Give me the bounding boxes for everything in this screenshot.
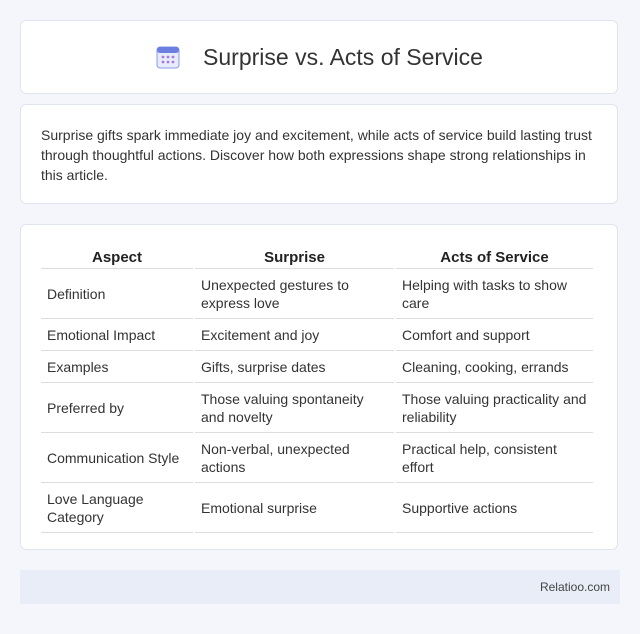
table-cell: Emotional Impact: [41, 319, 193, 351]
table-header-row: [41, 245, 593, 269]
table-cell: Those valuing spontaneity and novelty: [195, 383, 394, 433]
comparison-card: [20, 224, 618, 550]
table-cell: Non-verbal, unexpected actions: [195, 433, 394, 483]
table-cell: Emotional surprise: [195, 483, 394, 533]
intro-text: Surprise gifts spark immediate joy and excitement, while acts of service build lasting trust through thoughtful actions. Discover how both expressions shape strong relationships in this article.: [41, 127, 592, 183]
table-row: [41, 433, 593, 483]
table-cell: Those valuing practicality and reliability: [396, 383, 593, 433]
title-card: [20, 20, 618, 94]
comparison-table: [39, 245, 595, 533]
intro-card: [20, 104, 618, 204]
column-header: Surprise: [195, 245, 394, 269]
table-row: [41, 383, 593, 433]
calendar-icon: [155, 44, 181, 70]
table-cell: Comfort and support: [396, 319, 593, 351]
table-cell: Communication Style: [41, 433, 193, 483]
table-row: [41, 319, 593, 351]
footer: [20, 570, 620, 604]
table-cell: Supportive actions: [396, 483, 593, 533]
table-cell: Practical help, consistent effort: [396, 433, 593, 483]
table-cell: Love Language Category: [41, 483, 193, 533]
table-cell: Cleaning, cooking, errands: [396, 351, 593, 383]
table-row: [41, 269, 593, 319]
page-title: Surprise vs. Acts of Service: [203, 43, 483, 70]
table-cell: Gifts, surprise dates: [195, 351, 394, 383]
table-cell: Helping with tasks to show care: [396, 269, 593, 319]
table-cell: Unexpected gestures to express love: [195, 269, 394, 319]
footer-brand[interactable]: Relatioo.com: [539, 580, 610, 594]
table-row: [41, 351, 593, 383]
table-cell: Preferred by: [41, 383, 193, 433]
table-cell: Definition: [41, 269, 193, 319]
table-cell: Examples: [41, 351, 193, 383]
column-header: Aspect: [41, 245, 193, 269]
table-row: [41, 483, 593, 533]
column-header: Acts of Service: [396, 245, 593, 269]
table-cell: Excitement and joy: [195, 319, 394, 351]
